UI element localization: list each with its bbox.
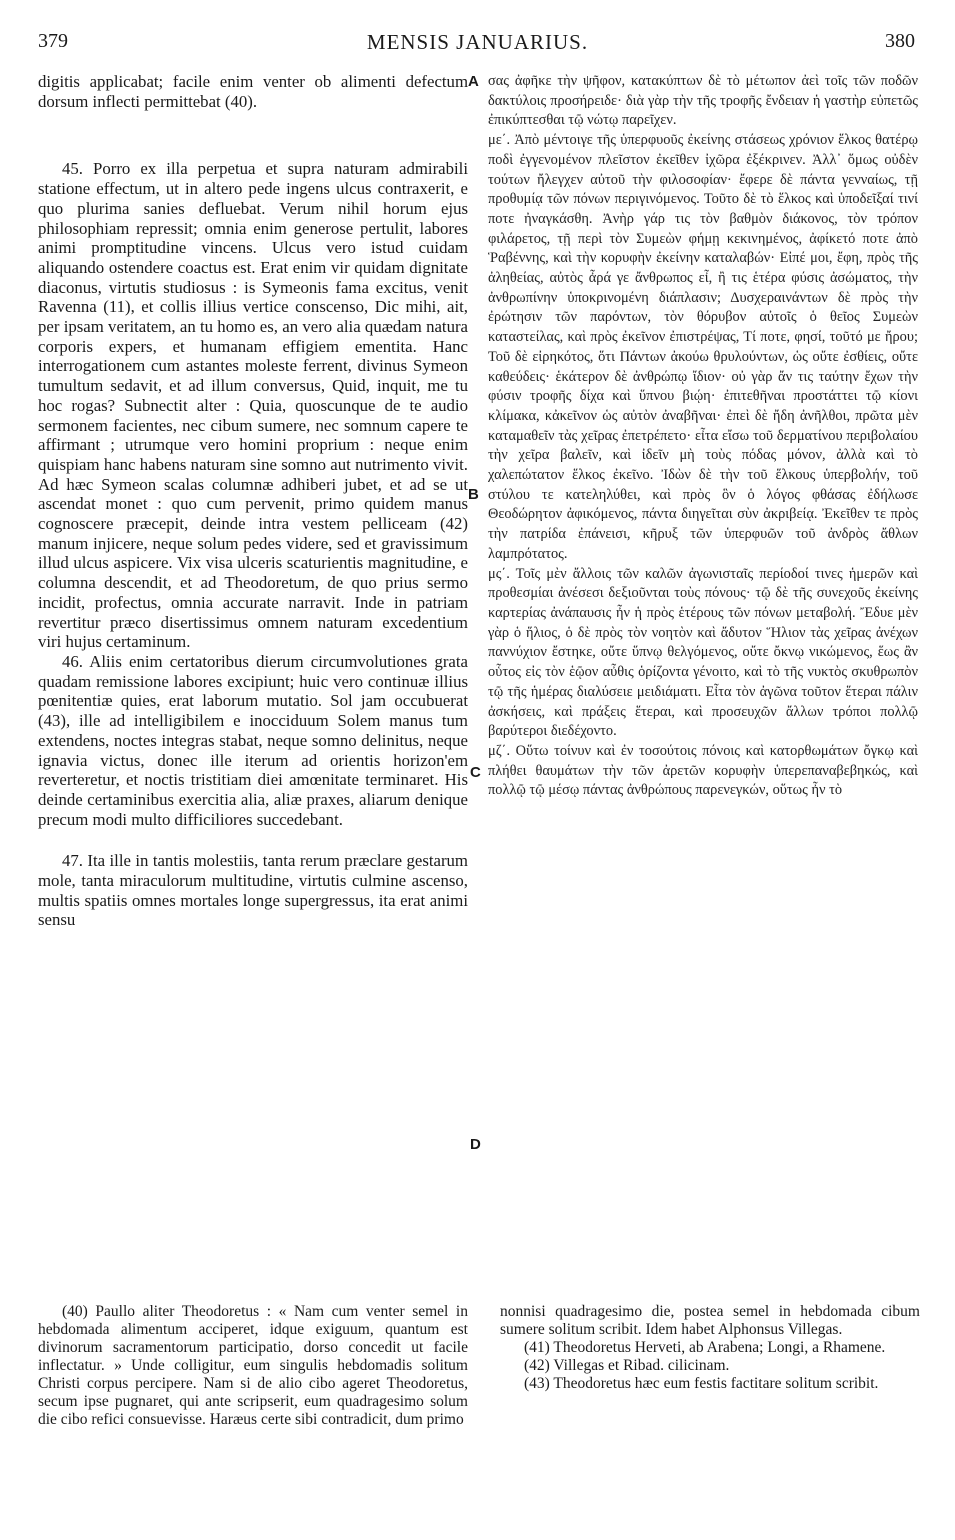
latin-paragraph-44-end: digitis applicabat; facile enim venter ob alimenti defectum dorsum inflecti permittebat (40). xyxy=(38,72,468,111)
page-header xyxy=(0,30,955,70)
page-number-left: 379 xyxy=(38,30,68,52)
latin-paragraph-46: 46. Aliis enim certatoribus dierum circumvolutiones grata quadam remissione labores excipiunt; huic vero continuæ illius pœnitentiæ quies, erat laborum mutatio. Sol jam occubuerat (43), ille ad intelligibilem e inocciduum Solem manus tum extendens, noctes integras stabat, neque somno delinitus, neque ignavia victus, donec ille iterum ad orientis horizon'em reverteretur, et noctis tristitiam diei amœnitate terminaret. His deinde certaminibus exercitia alia, aliæ praxes, aliarum denique precum modi multo difficiliores succedebant. xyxy=(38,651,468,829)
greek-paragraph-46: μς΄. Τοῖς μὲν ἄλλοις τῶν καλῶν ἀγωνισταῖς περίοδοί τινες ἡμερῶν καὶ προθεσμίαι ἀνέσεσι δεξιοῦνται τοὺς πόνους· τῷ δὲ τῆς συνεχοῦς ἐκείνης καρτερίας ἀνάπαυσις ἦν ἡ πρὸς ἑτέρους τῶν πόνων μεταβολή. Ἔδυε μὲν γὰρ ὁ ἥλιος, ὁ δὲ πρὸς τὸν νοητὸν καὶ ἄδυτον Ἥλιον τὰς χεῖρας ἀνέχων παννύχιον ἔστηκε, οὔτε ὕπνῳ θελγόμενος, οὔτε ὄκνῳ νικώμενος, ἕως ἂν οὗτος εἰς τὸν ἑῷον αὖθις ὁρίζοντα γένοιτο, καὶ τὸ τῆς νυκτὸς σκυθρωπὸν τῷ τῆς ἡμέρας διαλύσειε μειδιάματι. Εἶτα τὸν ἀγῶνα τοῦτον ἕτεραι πάλιν ἀσκήσεις, καὶ πράξεις ἕτεραι, καὶ προσευχῶν ἄλλων τρόποι πολλῷ βαρύτεροι διεδέχοντο. xyxy=(488,565,918,740)
section-marker-b: B xyxy=(468,486,479,503)
footnote-43: (43) Theodoretus hæc eum festis factitare solitum scribit. xyxy=(524,1375,879,1392)
greek-paragraph-44-end: σας ἀφῆκε τὴν ψῆφον, κατακύπτων δὲ τὸ μέτωπον ἀεὶ τοῖς τῶν ποδῶν δακτύλοις προσήρειδε· διὰ γὰρ τὴν τῆς τροφῆς ἔνδειαν ἡ γαστὴρ εὐπετῶς ἐπικύπτεσθαι τῷ νώτῳ παρεῖχεν. xyxy=(488,73,918,129)
footnotes-right xyxy=(500,1303,920,1393)
section-marker-a: A xyxy=(468,73,479,90)
footnote-42: (42) Villegas et Ribad. cilicinam. xyxy=(524,1357,730,1374)
footnote-41: (41) Theodoretus Herveti, ab Arabena; Longi, a Rhamene. xyxy=(524,1339,886,1356)
footnote-40: (40) Paullo aliter Theodoretus : « Nam cum venter semel in hebdomada alimentum acciperet, idque exiguum, quantum est divinorum sacramentorum participatio, dorso concedit ut facile inflectatur. » Unde colligitur, eum singulis hebdomadis solitum Christi corpus percipere. Nam si de alio cibo ageret Theodoretus, secum ipse pugnaret, qui ante scripserit, eum quadragesimo solum die cibo refici consuevisse. Haræus certe sibi contradicit, dum primo xyxy=(38,1303,468,1428)
section-marker-c: C xyxy=(470,764,481,781)
section-marker-d: D xyxy=(470,1136,481,1153)
footnotes-left xyxy=(38,1303,468,1429)
greek-paragraph-45: με΄. Ἀπὸ μέντοιγε τῆς ὑπερφυοῦς ἐκείνης στάσεως χρόνιον ἕλκος θατέρῳ ποδὶ ἐγγενομένον πλεῖστον ἐκεῖθεν ἰχῶρα ἐξέκρινεν. Ἀλλ᾽ ὅμως οὐδὲν τούτων ἤλεγχεν αὐτοῦ τὴν φιλοσοφίαν· ἔφερε δὲ πάντα γενναίως, τῇ προθυμίᾳ τῶν πόνων περιγινόμενος. Τοῦτο δὲ τὸ ἕλκος καὶ ὑποδεῖξαί τινί ποτε ἠναγκάσθη. Ἀνὴρ γάρ τις τὸν βαθμὸν διάκονος, τὸν τρόπον φιλάρετος, τῇ περὶ τὸν Συμεὼν φήμῃ κεκινημένος, ἀφίκετό ποτε ἀπὸ Ῥαβέννης, καὶ τὴν κορυφὴν ἐκείνην καταλαβών· Εἰπέ μοι, ἔφη, πρὸς τῆς ἀληθείας, αὐτὸς ἆρά γε ἄνθρωπος εἶ, ἢ τις ἑτέρα φύσις ἀσώματος, τὴν ἀνθρωπίνην ὑποκρινομένη διάπλασιν; Δυσχεραινάντων δὲ πρὸς τὴν ἐρώτησιν τῶν παρόντων, τὸν θόρυβον αὐτοῖς ὁ θεῖος Συμεὼν καταστείλας, καὶ πρὸς ἐκεῖνον ἐπιστρέψας, Τί ποτε, φησί, τοῦτό με ἤρου; Τοῦ δὲ εἰρηκότος, ὅτι Πάντων ἀκούω θρυλούντων, ὡς οὔτε ἐσθίεις, οὔτε καθεύδεις· ἑκάτερον δὲ ἀνθρώπῳ ἴδιον· οὐ γὰρ ἄν τις ταύτην ἔχων τὴν φύσιν τροφῆς δίχα καὶ ὕπνου βιῴη· ἐπιτεθῆναι προστάττει τῷ κίονι κλίμακα, κἀκεῖνον ὡς αὐτὸν ἀναβῆναι· ἐπεὶ δὲ ἤδη ἀνῆλθοι, πρῶτα μὲν καταμαθεῖν τὰς χεῖρας ἐπετρέπετο· εἶτα εἴσω τοῦ δερματίνου περιβολαίου τὴν χεῖρα βαλεῖν, καὶ ἰδεῖν μὴ τοὺς πόδας μόνον, ἀλλὰ καὶ τὸ χαλεπώτατον ἕλκος ἐκεῖνο. Ἰδὼν δὲ τὴν τοῦ ἕλκους ὑπερβολήν, τοῦ στύλου τε κατεληλύθει, καὶ πρὸς ὃν ὁ λόγος φθάσας ἐδήλωσε Θεοδώρητον ἀφικόμενος, πάντα διηγεῖται σὺν ἀκριβείᾳ. Ἐκεῖθεν τε πρὸς τὴν πατρίδα ἐπάνεισι, κῆρυξ τῶν ὑπερφυῶν τοῦ ἀνδρὸς ἄθλων λαμπρότατος. xyxy=(488,132,918,562)
page-number-right: 380 xyxy=(885,30,915,52)
latin-paragraph-45: 45. Porro ex illa perpetua et supra naturam admirabili statione effectum, ut in altero pede ingens ulcus contraxerit, e quo plurima sanies defluebat. Verum nihil horum ejus philosophiam repressit; omnia enim generose pertulit, labores animi promptitudine vincens. Ulcus vero istud cuidam aliquando ostendere coactus est. Erat enim vir quidam dignitate diaconus, virtutis studiosus : is Symeonis fama excitus, venit Ravenna (11), et collis illius vertice conscenso, Dic mihi, ait, per ipsam veritatem, an tu homo es, an vero alia quædam natura corporis expers, et humanam effigiem ementita. Hanc interrogationem cum astantes moleste ferrent, divinus Symeon tumultum sedavit, et ad illum conversus, Quid, inquit, me tu hoc rogas? Subnectit alter : Quia, quoscunque de te audio sermonem facientes, nec cibum sumere, nec somnum capere te affirmant ; utrumque vero homini proprium : neque enim quispiam hanc habens naturam sine somno aut nutrimento vivit. Ad hæc Symeon scalas columnæ adhiberi jubet, et ad se ut ascendat monet : quo cum pervenit, primo quidem manus cognoscere præcepit, deinde intra vestem pelliceam (42) manum injicere, neque solum pedes videre, sed et gravissimum illud ulcus aspicere. Vix visa ulceris scaturientis magnitudine, e columna descendit, et ad Theodoretum, de quo prius sermo incidit, profectus, omnia accurate narravit. Inde in patriam revertitur præco disertissimus omnem naturam excedentium viri hujus certaminum. xyxy=(38,159,468,652)
greek-column xyxy=(488,72,918,801)
running-title: MENSIS JANUARIUS. xyxy=(366,30,589,54)
greek-paragraph-47: μζ΄. Οὕτω τοίνυν καὶ ἐν τοσούτοις πόνοις καὶ κατορθωμάτων ὄγκῳ καὶ πλήθει θαυμάτων τὴν τῶν ἀρετῶν κορυφὴν ὑπερεπαναβεβηκώς, καὶ πολλῷ τῷ μέσῳ πάντας ἀνθρώπους παρενεγκών, οὕτως ἦν τὸ xyxy=(488,742,918,799)
footnote-40-continued: nonnisi quadragesimo die, postea semel in hebdomada cibum sumere solitum scribit. Idem habet Alphonsus Villegas. xyxy=(500,1303,920,1338)
latin-paragraph-47: 47. Ita ille in tantis molestiis, tanta rerum præclare gestarum mole, tanta miraculorum multitudine, virtutis culmine ascenso, multis spatiis omnes mortales longe supergressus, ita erat animi sensu xyxy=(38,851,468,930)
latin-column xyxy=(38,72,468,930)
